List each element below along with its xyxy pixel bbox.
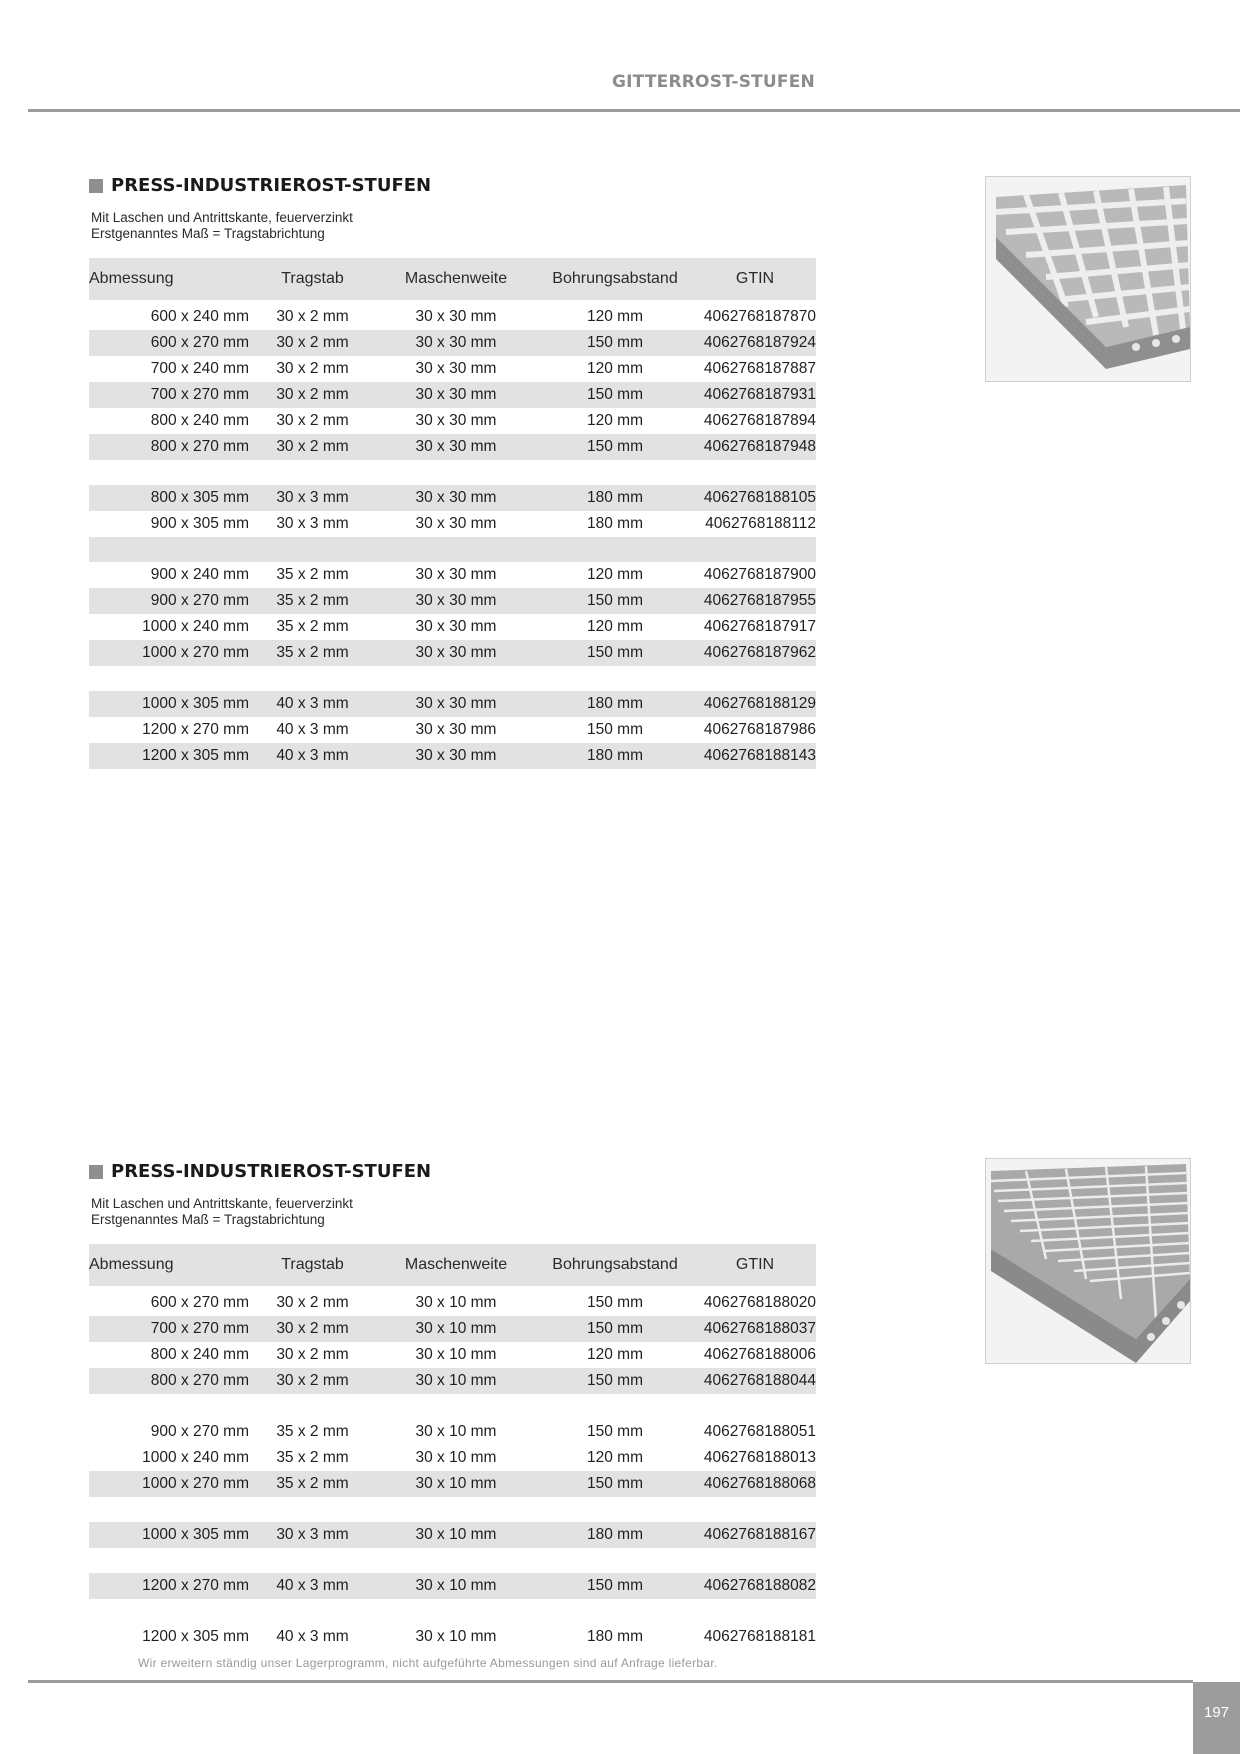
table-cell: 180 mm [536, 1522, 694, 1548]
table-cell: 150 mm [536, 434, 694, 460]
table-cell: 4062768188105 [694, 485, 816, 511]
table-cell: 4062768188020 [703, 1294, 816, 1311]
table-cell: 4062768188044 [694, 1368, 816, 1394]
column-header: Maschenweite [376, 1244, 536, 1286]
table-cell: 30 x 10 mm [376, 1573, 536, 1599]
table-cell: 700 x 240 mm [150, 360, 249, 377]
table-cell: 35 x 2 mm [249, 1471, 376, 1497]
table-cell: 900 x 305 mm [150, 515, 249, 532]
table-cell: 900 x 270 mm [150, 1423, 249, 1440]
table-cell: 4062768188181 [703, 1628, 816, 1645]
table-cell: 4062768188143 [694, 743, 816, 769]
table-header-row [89, 258, 816, 300]
table-cell: 1200 x 305 mm [89, 743, 249, 769]
table-cell: 4062768188167 [694, 1522, 816, 1548]
description-line: Mit Laschen und Antrittskante, feuerverzinkt [91, 210, 353, 225]
table-cell: 35 x 2 mm [276, 1449, 349, 1466]
table-group-gap [89, 460, 816, 485]
table-cell: 150 mm [536, 1368, 694, 1394]
table-cell: 800 x 270 mm [89, 434, 249, 460]
table-group-gap [89, 537, 816, 562]
table-cell: 30 x 3 mm [249, 1522, 376, 1548]
table-cell: 30 x 30 mm [376, 485, 536, 511]
table-row [89, 1624, 816, 1650]
table-group-gap [89, 1548, 816, 1573]
table-cell: 30 x 10 mm [415, 1449, 497, 1466]
table-cell: 4062768188129 [694, 691, 816, 717]
table-cell: 40 x 3 mm [276, 1628, 349, 1645]
table-cell: 40 x 3 mm [249, 691, 376, 717]
table-cell: 1200 x 270 mm [89, 1573, 249, 1599]
section-description [91, 210, 816, 242]
table-cell: 120 mm [587, 1346, 643, 1363]
table-cell: 120 mm [587, 412, 643, 429]
table-cell: 30 x 2 mm [276, 412, 349, 429]
table-cell: 30 x 3 mm [249, 485, 376, 511]
table-cell: 4062768188068 [694, 1471, 816, 1497]
table-cell: 150 mm [536, 1573, 694, 1599]
table-row [89, 691, 816, 717]
table-group-gap [89, 1394, 816, 1419]
table-cell: 800 x 240 mm [150, 412, 249, 429]
table-cell: 30 x 2 mm [249, 330, 376, 356]
table-cell: 150 mm [536, 1316, 694, 1342]
column-header: Tragstab [249, 1244, 376, 1286]
table-row [89, 614, 816, 640]
table-cell: 1000 x 240 mm [142, 1449, 249, 1466]
table-row [89, 1522, 816, 1548]
table-cell: 4062768187894 [703, 412, 816, 429]
table-cell: 120 mm [587, 1449, 643, 1466]
table-cell: 150 mm [536, 588, 694, 614]
column-header: Abmessung [89, 258, 249, 300]
table-cell: 30 x 30 mm [415, 308, 497, 325]
table-header-row [89, 1244, 816, 1286]
section-title: PRESS-INDUSTRIEROST-STUFEN [111, 175, 432, 196]
table-cell: 40 x 3 mm [276, 721, 349, 738]
table-row [89, 356, 816, 382]
table-cell: 30 x 2 mm [249, 1368, 376, 1394]
table-cell: 35 x 2 mm [249, 640, 376, 666]
table-cell: 30 x 30 mm [415, 515, 497, 532]
table-cell: 4062768188006 [703, 1346, 816, 1363]
table-cell: 30 x 3 mm [276, 515, 349, 532]
table-cell: 4062768187931 [694, 382, 816, 408]
table-cell: 30 x 30 mm [415, 618, 497, 635]
table-row [89, 304, 816, 330]
table-row [89, 562, 816, 588]
table-cell: 1000 x 270 mm [89, 1471, 249, 1497]
table-cell: 150 mm [536, 382, 694, 408]
table-cell: 1200 x 305 mm [142, 1628, 249, 1645]
table-group-gap [89, 1497, 816, 1522]
table-cell: 150 mm [587, 1423, 643, 1440]
table-row [89, 1368, 816, 1394]
product-table [89, 258, 816, 769]
table-cell: 120 mm [587, 618, 643, 635]
table-row [89, 485, 816, 511]
table-cell: 30 x 10 mm [415, 1294, 497, 1311]
table-row [89, 640, 816, 666]
description-line: Erstgenanntes Maß = Tragstabrichtung [91, 1212, 325, 1227]
table-cell: 30 x 10 mm [376, 1471, 536, 1497]
table-cell: 30 x 30 mm [415, 721, 497, 738]
table-cell: 30 x 30 mm [376, 330, 536, 356]
table-cell: 4062768187986 [703, 721, 816, 738]
page-number-box [1193, 1682, 1240, 1754]
footnote: Wir erweitern ständig unser Lagerprogramm, nicht aufgeführte Abmessungen sind auf Anfrage lieferbar. [138, 1656, 718, 1670]
table-cell: 900 x 270 mm [89, 588, 249, 614]
table-cell: 700 x 270 mm [89, 1316, 249, 1342]
column-header: Bohrungsabstand [536, 1244, 694, 1286]
table-row [89, 743, 816, 769]
table-cell: 30 x 30 mm [415, 566, 497, 583]
table-cell: 30 x 10 mm [376, 1368, 536, 1394]
table-group-gap [89, 666, 816, 691]
table-cell: 1200 x 270 mm [142, 721, 249, 738]
table-cell: 700 x 270 mm [89, 382, 249, 408]
table-cell: 900 x 240 mm [150, 566, 249, 583]
column-header: Tragstab [249, 258, 376, 300]
column-header: Maschenweite [376, 258, 536, 300]
table-row [89, 408, 816, 434]
table-cell: 180 mm [587, 515, 643, 532]
table-cell: 30 x 30 mm [415, 360, 497, 377]
section-press-industrierost-30x30 [89, 175, 816, 769]
table-cell: 150 mm [587, 1294, 643, 1311]
table-row [89, 588, 816, 614]
table-cell: 35 x 2 mm [249, 588, 376, 614]
table-cell: 30 x 30 mm [415, 412, 497, 429]
column-header: Abmessung [89, 1244, 249, 1286]
page-number: 197 [1203, 1704, 1230, 1721]
heading-square-icon [89, 179, 103, 193]
table-cell: 30 x 10 mm [376, 1316, 536, 1342]
table-cell: 35 x 2 mm [276, 1423, 349, 1440]
table-cell: 35 x 2 mm [276, 566, 349, 583]
table-cell: 30 x 2 mm [276, 308, 349, 325]
table-cell: 4062768188082 [694, 1573, 816, 1599]
table-row [89, 434, 816, 460]
table-cell: 35 x 2 mm [276, 618, 349, 635]
table-group-gap [89, 1599, 816, 1624]
table-cell: 4062768188051 [703, 1423, 816, 1440]
table-cell: 30 x 10 mm [415, 1423, 497, 1440]
table-cell: 120 mm [587, 308, 643, 325]
table-cell: 800 x 305 mm [89, 485, 249, 511]
table-row [89, 1573, 816, 1599]
header-rule [28, 109, 1240, 112]
table-cell: 150 mm [587, 721, 643, 738]
table-cell: 4062768188037 [694, 1316, 816, 1342]
table-cell: 150 mm [536, 330, 694, 356]
table-cell: 40 x 3 mm [249, 743, 376, 769]
table-cell: 30 x 2 mm [276, 1346, 349, 1363]
table-cell: 150 mm [536, 1471, 694, 1497]
product-photo-grating-step-coarse [985, 176, 1191, 382]
table-cell: 30 x 30 mm [376, 691, 536, 717]
table-cell: 30 x 30 mm [376, 434, 536, 460]
table-cell: 4062768187870 [703, 308, 816, 325]
section-heading [89, 1161, 816, 1182]
table-cell: 30 x 2 mm [276, 1294, 349, 1311]
table-cell: 4062768188013 [703, 1449, 816, 1466]
table-cell: 4062768187900 [703, 566, 816, 583]
table-row [89, 1290, 816, 1316]
table-cell: 800 x 240 mm [150, 1346, 249, 1363]
table-cell: 600 x 270 mm [89, 330, 249, 356]
description-line: Erstgenanntes Maß = Tragstabrichtung [91, 226, 325, 241]
table-cell: 30 x 10 mm [415, 1628, 497, 1645]
table-cell: 180 mm [536, 485, 694, 511]
table-cell: 1000 x 240 mm [142, 618, 249, 635]
table-cell: 30 x 2 mm [249, 382, 376, 408]
table-cell: 4062768187948 [694, 434, 816, 460]
column-header: GTIN [694, 1244, 816, 1286]
table-row [89, 330, 816, 356]
heading-square-icon [89, 1165, 103, 1179]
table-row [89, 1445, 816, 1471]
table-cell: 30 x 2 mm [249, 434, 376, 460]
table-cell: 4062768187955 [694, 588, 816, 614]
table-cell: 30 x 10 mm [376, 1522, 536, 1548]
table-cell: 180 mm [536, 691, 694, 717]
table-cell: 4062768187917 [703, 618, 816, 635]
table-cell: 120 mm [587, 360, 643, 377]
page-header-title: GITTERROST-STUFEN [611, 72, 815, 92]
table-row [89, 511, 816, 537]
product-table [89, 1244, 816, 1650]
table-cell: 30 x 30 mm [376, 588, 536, 614]
column-header: Bohrungsabstand [536, 258, 694, 300]
table-cell: 1000 x 270 mm [89, 640, 249, 666]
table-cell: 600 x 240 mm [150, 308, 249, 325]
section-title: PRESS-INDUSTRIEROST-STUFEN [111, 1161, 432, 1182]
table-row [89, 1419, 816, 1445]
table-cell: 150 mm [536, 640, 694, 666]
table-cell: 4062768187887 [703, 360, 816, 377]
section-press-industrierost-30x10 [89, 1161, 816, 1650]
table-cell: 4062768187962 [694, 640, 816, 666]
section-heading [89, 175, 816, 196]
table-row [89, 1342, 816, 1368]
table-cell: 30 x 30 mm [376, 382, 536, 408]
table-row [89, 382, 816, 408]
table-cell: 180 mm [536, 743, 694, 769]
table-cell: 4062768188112 [705, 515, 816, 532]
table-cell: 30 x 30 mm [376, 743, 536, 769]
table-cell: 800 x 270 mm [89, 1368, 249, 1394]
table-cell: 30 x 2 mm [249, 1316, 376, 1342]
table-cell: 120 mm [587, 566, 643, 583]
table-cell: 1000 x 305 mm [89, 1522, 249, 1548]
table-row [89, 1471, 816, 1497]
table-row [89, 1316, 816, 1342]
table-row [89, 717, 816, 743]
table-cell: 4062768187924 [694, 330, 816, 356]
table-cell: 30 x 2 mm [276, 360, 349, 377]
product-photo-grating-step-fine [985, 1158, 1191, 1364]
description-line: Mit Laschen und Antrittskante, feuerverzinkt [91, 1196, 353, 1211]
section-description [91, 1196, 816, 1228]
table-cell: 30 x 10 mm [415, 1346, 497, 1363]
table-cell: 30 x 30 mm [376, 640, 536, 666]
footer-rule [28, 1680, 1193, 1683]
column-header: GTIN [694, 258, 816, 300]
table-cell: 40 x 3 mm [249, 1573, 376, 1599]
table-cell: 180 mm [587, 1628, 643, 1645]
table-cell: 1000 x 305 mm [89, 691, 249, 717]
table-cell: 600 x 270 mm [150, 1294, 249, 1311]
